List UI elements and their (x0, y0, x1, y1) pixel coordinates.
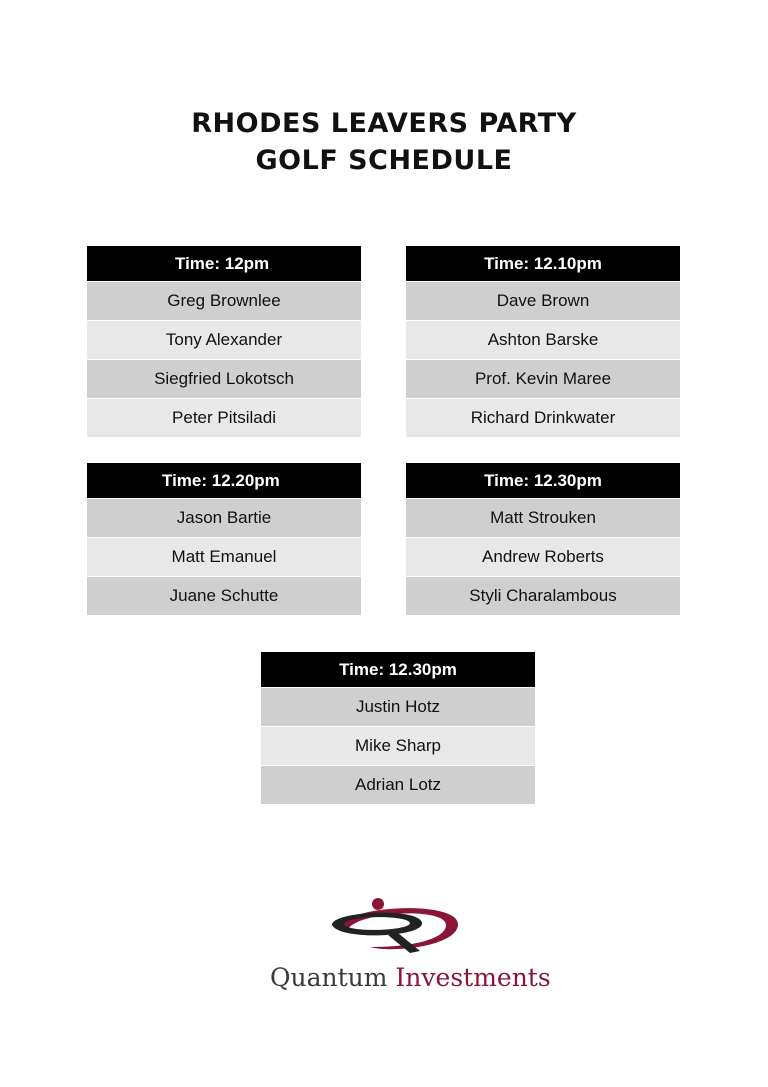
logo-wordmark (270, 963, 551, 992)
logo-word-quantum: Quantum (270, 963, 388, 992)
group-time-header (406, 463, 680, 498)
tee-time-group-2 (406, 246, 680, 437)
group-time: Time: 12.30pm (339, 659, 457, 679)
player-row: Styli Charalambous (406, 576, 680, 615)
player-row: Ashton Barske (406, 320, 680, 359)
group-time-header (406, 246, 680, 281)
group-time-header (87, 246, 361, 281)
tee-time-group-5 (261, 652, 535, 804)
player-row: Prof. Kevin Maree (406, 359, 680, 398)
player-row: Tony Alexander (87, 320, 361, 359)
tee-time-group-4 (406, 463, 680, 615)
player-row: Matt Strouken (406, 498, 680, 537)
player-row: Andrew Roberts (406, 537, 680, 576)
player-row: Jason Bartie (87, 498, 361, 537)
player-row: Mike Sharp (261, 726, 535, 765)
player-row: Richard Drinkwater (406, 398, 680, 437)
player-row: Siegfried Lokotsch (87, 359, 361, 398)
quantum-q-emblem-icon (270, 895, 510, 960)
group-time-header (87, 463, 361, 498)
tee-time-group-1 (87, 246, 361, 437)
player-row: Adrian Lotz (261, 765, 535, 804)
group-time: Time: 12.30pm (484, 470, 602, 490)
player-row: Dave Brown (406, 281, 680, 320)
player-row: Justin Hotz (261, 687, 535, 726)
title-line-1: RHODES LEAVERS PARTY (191, 108, 577, 139)
player-row: Greg Brownlee (87, 281, 361, 320)
player-row: Matt Emanuel (87, 537, 361, 576)
group-time: Time: 12.10pm (484, 253, 602, 273)
group-time: Time: 12pm (175, 253, 270, 273)
tee-time-group-3 (87, 463, 361, 615)
player-row: Juane Schutte (87, 576, 361, 615)
logo-word-investments: Investments (395, 963, 551, 992)
quantum-investments-logo (270, 895, 551, 1005)
group-time: Time: 12.20pm (162, 470, 280, 490)
title-line-2: GOLF SCHEDULE (255, 145, 513, 176)
group-time-header (261, 652, 535, 687)
player-row: Peter Pitsiladi (87, 398, 361, 437)
